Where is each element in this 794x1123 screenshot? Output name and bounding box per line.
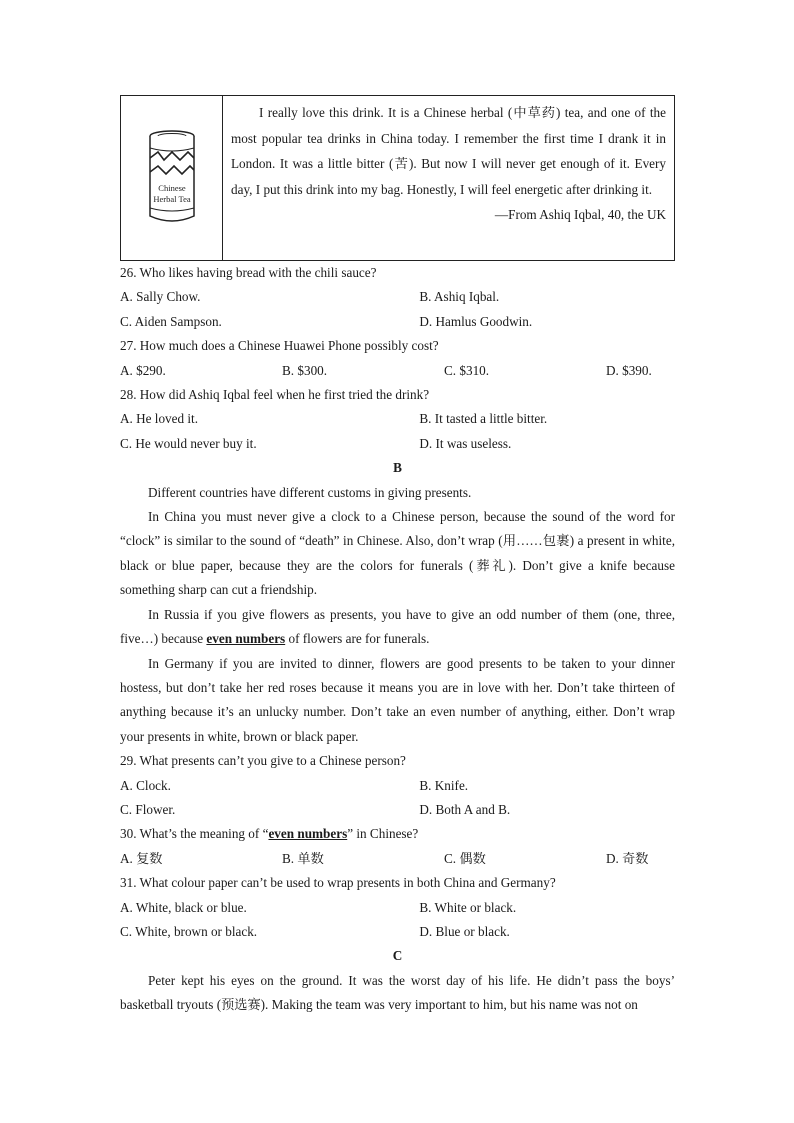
stem-text: ” in Chinese? — [347, 826, 419, 842]
options-row — [120, 896, 675, 920]
exam-page — [120, 95, 675, 1018]
question-26 — [120, 261, 675, 334]
underlined-term: even numbers — [268, 826, 348, 842]
question-31 — [120, 871, 675, 944]
options-row — [120, 774, 675, 798]
option-d: D. Blue or black. — [419, 923, 510, 939]
option-d: D. $390. — [606, 362, 652, 378]
option-b: B. Ashiq Iqbal. — [419, 289, 500, 305]
question-stem: 31. What colour paper can’t be used to wrap presents in both China and Germany? — [120, 875, 556, 891]
testimonial-text-cell — [223, 96, 674, 260]
tea-can-icon — [142, 128, 202, 228]
question-27 — [120, 334, 675, 383]
option-a: A. He loved it. — [120, 411, 199, 427]
question-stem: 27. How much does a Chinese Huawei Phone possibly cost? — [120, 338, 439, 354]
option-a: A. 复数 — [120, 850, 163, 866]
section-b-paragraph-2: In China you must never give a clock to a Chinese person, because the sound of the word for “clock” is similar to the sound of “death” in Chinese. Also, don’t wrap (用……包裹) a present in white, black or blue paper, because they are the colors for funerals (葬礼). Don’t give a knife because something sharp can cut a friendship. — [120, 509, 675, 598]
can-label-line1: Chinese — [157, 183, 186, 193]
section-c-paragraph-1: Peter kept his eyes on the ground. It was the worst day of his life. He didn’t pass the boys’ basketball tryouts (预选赛). Making the team was very important to him, but his name was not on — [120, 972, 675, 1013]
option-d: D. Hamlus Goodwin. — [419, 313, 533, 329]
testimonial-box — [120, 95, 675, 261]
can-label-line2: Herbal Tea — [152, 194, 191, 204]
question-stem — [120, 822, 675, 846]
section-c-title: C — [392, 948, 403, 964]
options-row — [120, 407, 675, 431]
section-b-paragraph-1: Different countries have different customs in giving presents. — [148, 484, 472, 500]
option-c: C. Aiden Sampson. — [120, 313, 222, 329]
option-d: D. It was useless. — [419, 435, 512, 451]
question-28 — [120, 383, 675, 456]
option-b: B. Knife. — [419, 777, 469, 793]
option-c: C. Flower. — [120, 801, 176, 817]
question-stem: 26. Who likes having bread with the chili sauce? — [120, 265, 377, 280]
option-b: B. $300. — [282, 362, 328, 378]
option-a: A. Clock. — [120, 777, 171, 793]
options-row — [120, 847, 675, 871]
question-29 — [120, 749, 675, 822]
options-row — [120, 285, 675, 309]
option-c: C. $310. — [444, 362, 490, 378]
paragraph-text: of flowers are for funerals. — [285, 631, 430, 647]
testimonial-paragraph: I really love this drink. It is a Chinese herbal (中草药) tea, and one of the most popular tea drinks in China today. I remember the first time I drank it in London. It was a little bitter (苦). But now I will never get enough of it. Every day, I put this drink into my bag. Honestly, I will feel energetic after drinking it. — [231, 105, 666, 197]
option-a: A. $290. — [120, 362, 166, 378]
question-stem: 28. How did Ashiq Iqbal feel when he first tried the drink? — [120, 387, 430, 403]
section-b-paragraph-3 — [120, 603, 675, 652]
option-d: D. 奇数 — [606, 850, 649, 866]
option-a: A. Sally Chow. — [120, 289, 201, 305]
option-c: C. He would never buy it. — [120, 435, 257, 451]
section-b-title: B — [393, 460, 402, 476]
testimonial-signature: —From Ashiq Iqbal, 40, the UK — [494, 207, 666, 223]
question-stem: 29. What presents can’t you give to a Chinese person? — [120, 753, 406, 769]
option-c: C. White, brown or black. — [120, 923, 258, 939]
option-c: C. 偶数 — [444, 850, 486, 866]
underlined-term: even numbers — [206, 631, 286, 647]
options-row — [120, 432, 675, 456]
paragraph-text: In Russia if you give flowers as presents, you have to give an odd number of them (one, three, five…) because — [120, 606, 675, 647]
tea-can-image — [121, 96, 223, 260]
options-row — [120, 920, 675, 944]
question-30 — [120, 822, 675, 871]
option-b: B. 单数 — [282, 850, 324, 866]
section-b-paragraph-4: In Germany if you are invited to dinner, flowers are good presents to be taken to your dinner hostess, but don’t take her red roses because it means you are in love with her. Don’t take thirteen of anything because it’s an unlucky number. Don’t take an even number of anything, either. Don’t wrap your presents in white, brown or black paper. — [120, 655, 675, 744]
option-b: B. White or black. — [419, 899, 517, 915]
option-b: B. It tasted a little bitter. — [419, 411, 548, 427]
option-a: A. White, black or blue. — [120, 899, 247, 915]
options-row — [120, 310, 675, 334]
options-row — [120, 359, 675, 383]
stem-text: 30. What’s the meaning of “ — [120, 826, 269, 842]
options-row — [120, 798, 675, 822]
option-d: D. Both A and B. — [419, 801, 511, 817]
